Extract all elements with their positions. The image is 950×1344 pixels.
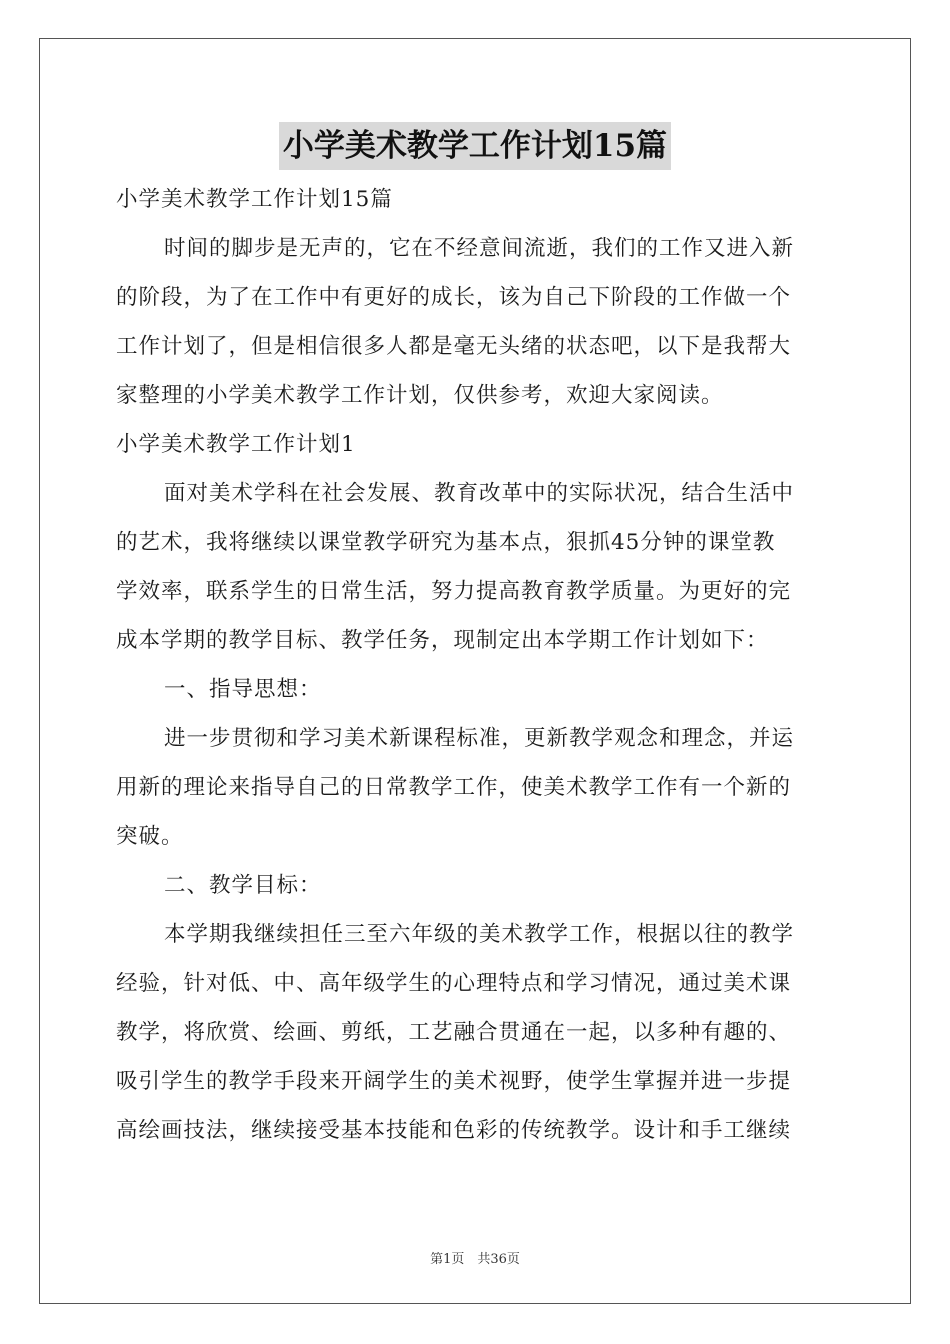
paragraph-lines — [116, 224, 834, 1155]
text-line: 的阶段，为了在工作中有更好的成长，该为自己下阶段的工作做一个 — [116, 285, 792, 310]
title-area — [0, 122, 950, 170]
text-line: 的艺术，我将继续以课堂教学研究为基本点，狠抓45分钟的课堂教 — [116, 530, 776, 555]
document-title: 小学美术教学工作计划15篇 — [279, 122, 671, 170]
document-body — [116, 175, 834, 1155]
document-subtitle: 小学美术教学工作计划15篇 — [116, 187, 393, 212]
text-line: 成本学期的教学目标、教学任务，现制定出本学期工作计划如下： — [116, 628, 769, 653]
text-line: 工作计划了，但是相信很多人都是毫无头绪的状态吧，以下是我帮大 — [116, 334, 792, 359]
text-line: 时间的脚步是无声的，它在不经意间流逝，我们的工作又进入新 — [164, 236, 795, 261]
text-line: 家整理的小学美术教学工作计划，仅供参考，欢迎大家阅读。 — [116, 383, 724, 408]
text-line: 二、教学目标： — [164, 873, 322, 898]
page-footer: 第1页 共36页 — [430, 1252, 520, 1267]
text-line: 本学期我继续担任三至六年级的美术教学工作，根据以往的教学 — [164, 922, 795, 947]
text-line: 经验，针对低、中、高年级学生的心理特点和学习情况，通过美术课 — [116, 971, 792, 996]
text-line: 一、指导思想： — [164, 677, 322, 702]
text-line: 小学美术教学工作计划1 — [116, 432, 356, 457]
text-line: 学效率，联系学生的日常生活，努力提高教育教学质量。为更好的完 — [116, 579, 792, 604]
text-line: 突破。 — [116, 824, 184, 849]
text-line: 教学，将欣赏、绘画、剪纸，工艺融合贯通在一起，以多种有趣的、 — [116, 1020, 792, 1045]
text-line: 用新的理论来指导自己的日常教学工作，使美术教学工作有一个新的 — [116, 775, 792, 800]
text-line: 面对美术学科在社会发展、教育改革中的实际状况，结合生活中 — [164, 481, 795, 506]
text-line: 进一步贯彻和学习美术新课程标准，更新教学观念和理念，并运 — [164, 726, 795, 751]
text-line: 高绘画技法，继续接受基本技能和色彩的传统教学。设计和手工继续 — [116, 1118, 792, 1143]
text-line: 吸引学生的教学手段来开阔学生的美术视野，使学生掌握并进一步提 — [116, 1069, 792, 1094]
